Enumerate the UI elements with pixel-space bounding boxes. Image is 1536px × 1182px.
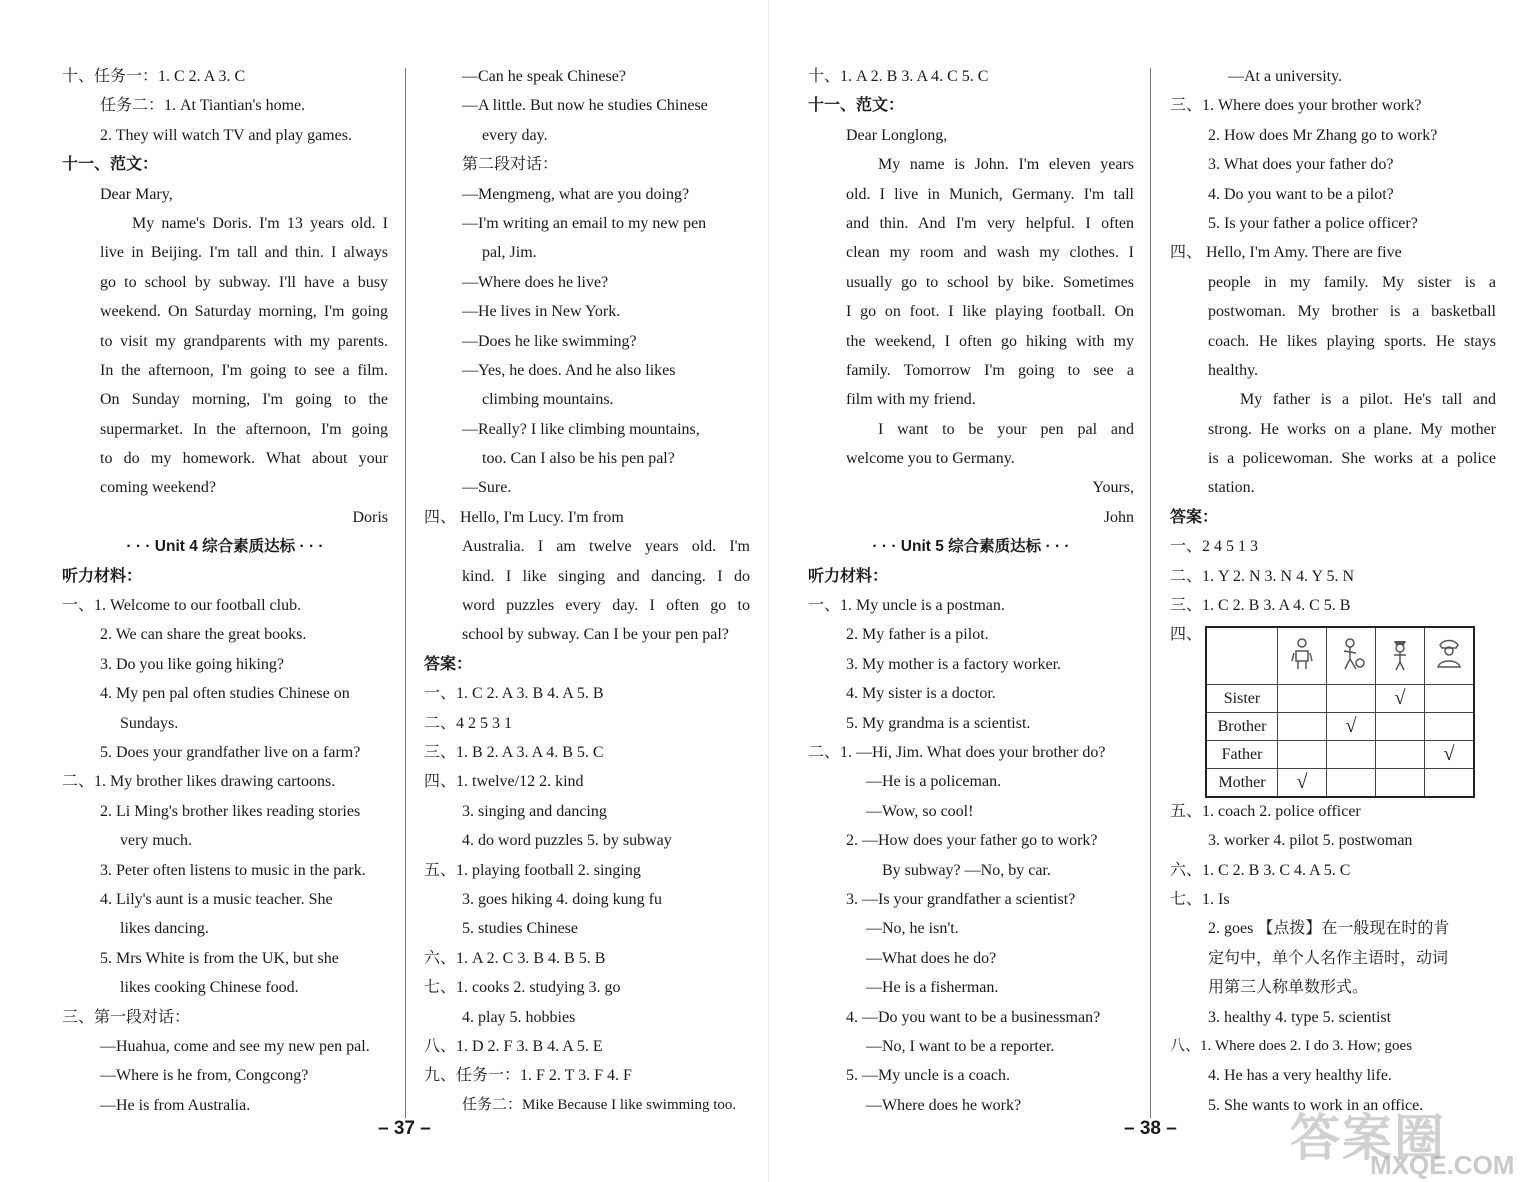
text-line: 4. He has a very healthy life. [1208, 1067, 1392, 1085]
text-line: 二、1. My brother likes drawing cartoons. [62, 773, 336, 791]
text-line: 5. She wants to work in an office. [1208, 1096, 1424, 1114]
text-line: 六、1. A 2. C 3. B 4. B 5. B [424, 949, 606, 967]
text-line: word puzzles every day. I often go to [462, 597, 750, 615]
text-line: I want to be your pen pal and [878, 420, 1134, 438]
text-line: 4. Do you want to be a pilot? [1208, 185, 1394, 203]
text-line: 二、1. Y 2. N 3. N 4. Y 5. N [1170, 567, 1354, 585]
section-heading: 答案： [424, 655, 473, 673]
text-line: 八、1. Where does 2. I do 3. How; goes [1170, 1037, 1413, 1054]
text-line: 4. My sister is a doctor. [846, 685, 996, 703]
text-line: 2. They will watch TV and play games. [100, 126, 352, 144]
text-line: —What does he do? [866, 949, 997, 967]
text-line: My name is John. I'm eleven years [878, 156, 1134, 174]
text-line: 3. Do you like going hiking? [100, 655, 284, 673]
text-line: —No, I want to be a reporter. [866, 1037, 1055, 1055]
text-line: —A little. But now he studies Chinese [462, 97, 708, 115]
text-line: pal, Jim. [482, 244, 537, 262]
text-line: —Does he like swimming? [462, 332, 637, 350]
text-line: family. Tomorrow I'm going to see a [846, 361, 1134, 379]
watermark-logo: 答案圈 [1290, 1110, 1446, 1166]
text-line: 4. My pen pal often studies Chinese on [100, 685, 350, 703]
check-mark: √ [1425, 741, 1475, 769]
text-line: 三、1. B 2. A 3. A 4. B 5. C [424, 743, 604, 761]
text-line: kind. I like singing and dancing. I do [462, 567, 750, 585]
text-line: welcome you to Germany. [846, 450, 1015, 468]
text-line: —Sure. [462, 479, 512, 497]
postman-figure-icon [1278, 627, 1327, 685]
text-line: 5. Is your father a police officer? [1208, 214, 1418, 232]
text-line: 三、第一段对话： [62, 1008, 191, 1026]
text-line: 四、1. twelve/12 2. kind [424, 773, 584, 791]
text-line: —Where does he live? [462, 273, 609, 291]
text-line: to visit my grandparents with my parents. [100, 332, 388, 350]
text-line: 三、1. C 2. B 3. A 4. C 5. B [1170, 597, 1351, 615]
row-label: Sister [1206, 685, 1278, 713]
column-divider [405, 68, 406, 1118]
text-line: 2. My father is a pilot. [846, 626, 989, 644]
text-line: 4. do word puzzles 5. by subway [462, 832, 672, 850]
text-line: 任务二：1. At Tiantian's home. [100, 97, 306, 115]
text-line: 3. healthy 4. type 5. scientist [1208, 1008, 1392, 1026]
text-line: 2. —How does your father go to work? [846, 832, 1098, 850]
text-line: —At a university. [1228, 68, 1343, 85]
text-line: 一、1. C 2. A 3. B 4. A 5. B [424, 685, 604, 703]
text-line: every day. [482, 126, 548, 144]
text-line: Australia. I am twelve years old. I'm [462, 538, 750, 556]
text-line: —He is a fisherman. [866, 979, 999, 997]
text-line: 六、1. C 2. B 3. C 4. A 5. C [1170, 861, 1351, 879]
text-line: 3. worker 4. pilot 5. postwoman [1208, 832, 1413, 850]
text-line: 第二段对话： [462, 156, 559, 174]
check-mark: √ [1376, 685, 1425, 713]
text-line: 3. singing and dancing [462, 802, 607, 820]
table-cell [1327, 741, 1376, 769]
text-line: —Huahua, come and see my new pen pal. [100, 1037, 370, 1055]
text-line: My name's Doris. I'm 13 years old. I [132, 214, 388, 232]
text-line: healthy. [1208, 361, 1259, 379]
text-line: 四、 Hello, I'm Lucy. I'm from [424, 508, 624, 526]
page-number: – 38 – [1124, 1118, 1177, 1139]
table-cell [1425, 713, 1475, 741]
answer-table [1205, 626, 1475, 798]
table-cell [1425, 769, 1475, 798]
letter-signature: Doris [352, 508, 388, 526]
text-line: —No, he isn't. [866, 920, 959, 938]
text-line: 八、1. D 2. F 3. B 4. A 5. E [424, 1037, 603, 1055]
column-divider [1150, 68, 1151, 1118]
column-4 [1170, 62, 1496, 1120]
unit-heading: · · · Unit 4 综合素质达标 · · · [126, 538, 324, 556]
text-line: —Can he speak Chinese? [462, 68, 626, 85]
text-line: In the afternoon, I'm going to see a film. [100, 361, 388, 379]
policewoman-figure-icon [1425, 627, 1475, 685]
text-line: —Really? I like climbing mountains, [462, 420, 700, 438]
text-line: 3. What does your father do? [1208, 156, 1394, 174]
table-cell [1278, 685, 1327, 713]
text-line: 5. Does your grandfather live on a farm? [100, 743, 361, 761]
text-line: —Mengmeng, what are you doing? [462, 185, 690, 203]
text-line: very much. [120, 832, 192, 850]
section-heading: 听力材料： [808, 567, 889, 585]
text-line: 5. studies Chinese [462, 920, 578, 938]
text-line: 十、任务一：1. C 2. A 3. C [62, 68, 246, 85]
unit-heading: · · · Unit 5 综合素质达标 · · · [872, 538, 1070, 556]
column-1 [62, 62, 388, 1120]
row-label: Mother [1206, 769, 1278, 798]
text-line: 九、任务一：1. F 2. T 3. F 4. F [424, 1067, 632, 1085]
section-heading: 听力材料： [62, 567, 143, 585]
text-line: clean my room and wash my clothes. I [846, 244, 1134, 262]
text-line: 4. —Do you want to be a businessman? [846, 1008, 1101, 1026]
watermark-url: MXQE.COM [1370, 1150, 1515, 1180]
text-line: 2. goes 【点拨】在一般现在时的肯 [1208, 920, 1450, 938]
text-line: strong. He works on a plane. My mother [1208, 420, 1496, 438]
text-line: My father is a pilot. He's tall and [1240, 391, 1496, 409]
text-line: 5. My grandma is a scientist. [846, 714, 1031, 732]
text-line: station. [1208, 479, 1255, 497]
text-line: film with my friend. [846, 391, 976, 409]
text-line: 二、1. —Hi, Jim. What does your brother do? [808, 743, 1106, 761]
table-cell [1376, 769, 1425, 798]
text-line: 3. Peter often listens to music in the park. [100, 861, 366, 879]
text-line: 十、1. A 2. B 3. A 4. C 5. C [808, 68, 989, 85]
page-fold [768, 0, 769, 1182]
text-line: usually go to school by bike. Sometimes [846, 273, 1134, 291]
text-line: 五、1. coach 2. police officer [1170, 802, 1361, 820]
text-line: 2. We can share the great books. [100, 626, 307, 644]
text-line: I go on foot. I like playing football. On [846, 303, 1134, 321]
text-line: —He lives in New York. [462, 303, 621, 321]
text-line: coach. He likes playing sports. He stays [1208, 332, 1496, 350]
text-line: 一、1. My uncle is a postman. [808, 597, 1005, 615]
text-line: By subway? —No, by car. [882, 861, 1051, 879]
table-cell [1327, 769, 1376, 798]
coach-figure-icon [1327, 627, 1376, 685]
section-heading: 答案： [1170, 508, 1219, 526]
check-mark: √ [1278, 769, 1327, 798]
column-3 [808, 62, 1134, 1120]
text-line: climbing mountains. [482, 391, 614, 409]
text-line: too. Can I also be his pen pal? [482, 450, 675, 468]
text-line: is a policewoman. She works at a police [1208, 450, 1496, 468]
text-line: 一、1. Welcome to our football club. [62, 597, 302, 615]
letter-closing: Yours, [1092, 479, 1134, 497]
text-line: old. I live in Munich, Germany. I'm tall [846, 185, 1134, 203]
text-line: —He is a policeman. [866, 773, 1002, 791]
section-heading: 十一、范文： [808, 97, 905, 115]
letter-salutation: Dear Mary, [100, 185, 173, 203]
text-line: likes dancing. [120, 920, 209, 938]
table-cell [1278, 741, 1327, 769]
text-line: 七、1. cooks 2. studying 3. go [424, 979, 621, 997]
table-cell [1278, 713, 1327, 741]
text-line: 2. Li Ming's brother likes reading stories [100, 802, 361, 820]
text-line: 四、 [1170, 626, 1203, 644]
text-line: coming weekend? [100, 479, 216, 497]
text-line: 七、1. Is [1170, 890, 1230, 908]
text-line: 五、1. playing football 2. singing [424, 861, 641, 879]
text-line: the weekend, I often go hiking with my [846, 332, 1134, 350]
text-line: 5. —My uncle is a coach. [846, 1067, 1010, 1085]
text-line: 2. How does Mr Zhang go to work? [1208, 126, 1438, 144]
text-line: supermarket. In the afternoon, I'm going [100, 420, 388, 438]
text-line: 任务二：Mike Because I like swimming too. [462, 1096, 737, 1113]
text-line: postwoman. My brother is a basketball [1208, 303, 1496, 321]
table-cell [1376, 713, 1425, 741]
page-number: – 37 – [378, 1118, 431, 1139]
text-line: to do my homework. What about your [100, 450, 388, 468]
text-line: 5. Mrs White is from the UK, but she [100, 949, 339, 967]
text-line: 四、 Hello, I'm Amy. There are five [1170, 244, 1402, 262]
text-line: 4. play 5. hobbies [462, 1008, 576, 1026]
text-line: —Where does he work? [866, 1096, 1022, 1114]
text-line: —Wow, so cool! [866, 802, 974, 820]
text-line: 3. goes hiking 4. doing kung fu [462, 890, 662, 908]
row-label: Brother [1206, 713, 1278, 741]
text-line: 3. —Is your grandfather a scientist? [846, 890, 1076, 908]
text-line: likes cooking Chinese food. [120, 979, 299, 997]
column-2 [424, 62, 750, 1120]
table-cell [1327, 685, 1376, 713]
text-line: —I'm writing an email to my new pen [462, 214, 707, 232]
text-line: and thin. And I'm very helpful. I often [846, 214, 1134, 232]
letter-salutation: Dear Longlong, [846, 126, 948, 144]
text-line: 3. My mother is a factory worker. [846, 655, 1062, 673]
text-line: weekend. On Saturday morning, I'm going [100, 303, 388, 321]
text-line: school by subway. Can I be your pen pal? [462, 626, 729, 644]
text-line: people in my family. My sister is a [1208, 273, 1496, 291]
table-corner [1206, 627, 1278, 685]
table-cell [1425, 685, 1475, 713]
text-line: go to school by subway. I'll have a busy [100, 273, 388, 291]
text-line: 三、1. Where does your brother work? [1170, 97, 1422, 115]
text-line: —Yes, he does. And he also likes [462, 361, 676, 379]
text-line: 用第三人称单数形式。 [1208, 979, 1369, 997]
text-line: 4. Lily's aunt is a music teacher. She [100, 890, 333, 908]
pilot-figure-icon [1376, 627, 1425, 685]
text-line: —He is from Australia. [100, 1096, 251, 1114]
check-mark: √ [1327, 713, 1376, 741]
text-line: live in Beijing. I'm tall and thin. I always [100, 244, 388, 262]
section-heading: 十一、范文： [62, 156, 159, 174]
letter-signature: John [1103, 508, 1134, 526]
text-line: 一、2 4 5 1 3 [1170, 538, 1259, 556]
text-line: 定句中，单个人名作主语时，动词 [1208, 949, 1449, 967]
text-line: Sundays. [120, 714, 179, 732]
table-cell [1376, 741, 1425, 769]
row-label: Father [1206, 741, 1278, 769]
text-line: On Sunday morning, I'm going to the [100, 391, 388, 409]
text-line: 二、4 2 5 3 1 [424, 714, 513, 732]
text-line: —Where is he from, Congcong? [100, 1067, 309, 1085]
